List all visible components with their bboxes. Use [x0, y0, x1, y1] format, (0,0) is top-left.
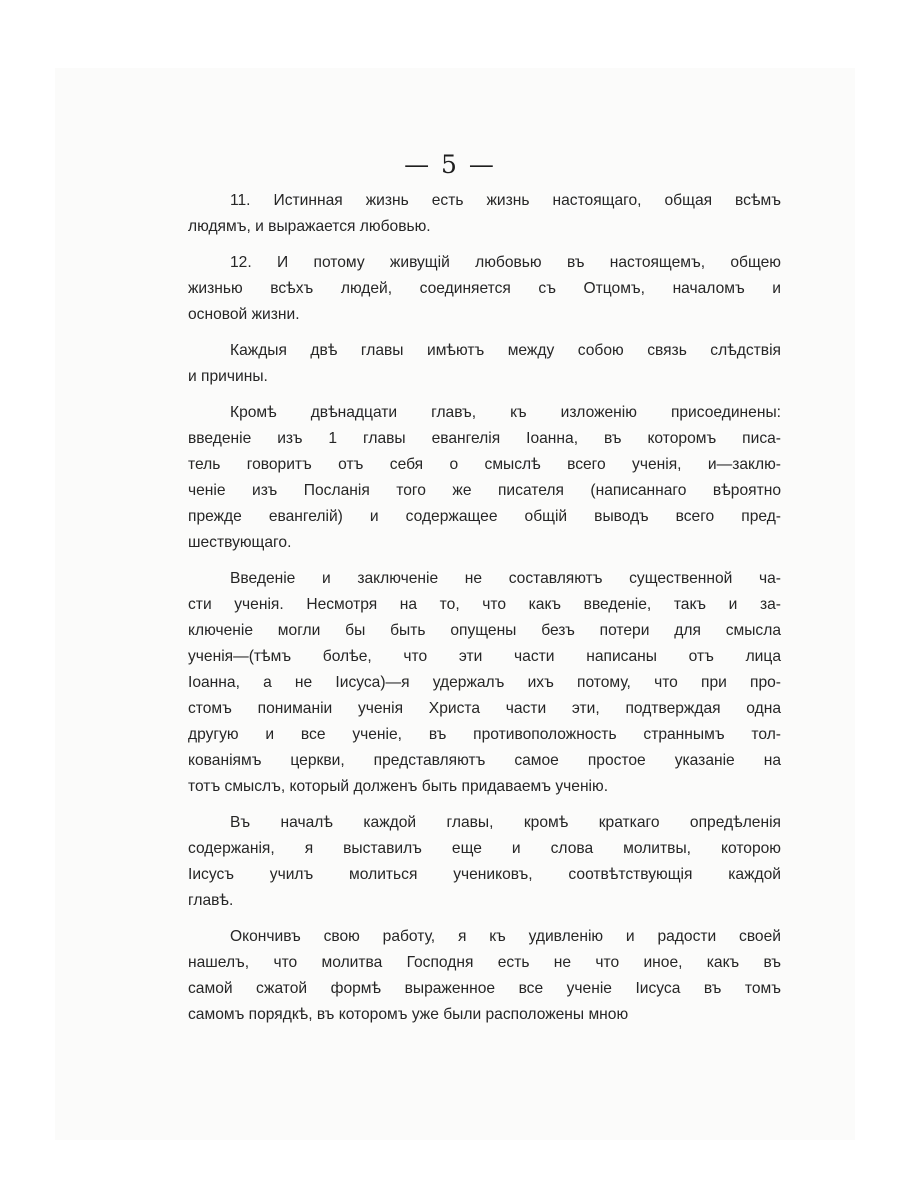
text-line: прежде евангелій) и содержащее общій выводъ всего пред- — [188, 508, 781, 525]
text-line: самомъ порядкѣ, въ которомъ уже были расположены мною — [188, 1006, 629, 1023]
text-line: ключеніе могли бы быть опущены безъ потери для смысла — [188, 622, 781, 639]
text-line: введеніе изъ 1 главы евангелія Іоанна, въ которомъ писа- — [188, 430, 781, 447]
text-line: другую и все ученіе, въ противоположность страннымъ тол- — [188, 726, 781, 743]
paragraph — [188, 338, 781, 390]
text-line: содержанія, я выставилъ еще и слова молитвы, которою — [188, 840, 781, 857]
text-line: Кромѣ двѣнадцати главъ, къ изложенію присоединены: — [230, 404, 781, 421]
paragraph — [188, 188, 781, 240]
page-body — [188, 188, 781, 1028]
text-line: тель говоритъ отъ себя о смыслѣ всего ученія, и—заклю- — [188, 456, 781, 473]
text-line: Каждыя двѣ главы имѣютъ между собою связь слѣдствія — [230, 342, 781, 359]
text-line: ученія—(тѣмъ болѣе, что эти части написаны отъ лица — [188, 648, 781, 665]
paragraph — [188, 250, 781, 328]
text-line: Въ началѣ каждой главы, кромѣ краткаго опредѣленія — [230, 814, 781, 831]
text-line: Окончивъ свою работу, я къ удивленію и радости своей — [230, 928, 781, 945]
paragraph — [188, 924, 781, 1028]
text-line: тотъ смыслъ, который долженъ быть придаваемъ ученію. — [188, 778, 609, 795]
text-line: главѣ. — [188, 892, 234, 909]
text-line: самой сжатой формѣ выраженное все ученіе Іисуса въ томъ — [188, 980, 781, 997]
paragraph — [188, 810, 781, 914]
text-line: сти ученія. Несмотря на то, что какъ введеніе, такъ и за- — [188, 596, 781, 613]
text-line: 12. И потому живущій любовью въ настоящемъ, общею — [230, 254, 781, 271]
text-line: нашелъ, что молитва Господня есть не что иное, какъ въ — [188, 954, 781, 971]
text-line: Іисусъ училъ молиться учениковъ, соотвѣтствующія каждой — [188, 866, 781, 883]
text-line: и причины. — [188, 368, 268, 385]
text-line: стомъ пониманіи ученія Христа части эти, подтверждая одна — [188, 700, 781, 717]
text-line: людямъ, и выражается любовью. — [188, 218, 431, 235]
text-line: 11. Истинная жизнь есть жизнь настоящаго, общая всѣмъ — [230, 192, 781, 209]
text-line: основой жизни. — [188, 306, 300, 323]
paragraph — [188, 400, 781, 556]
page-number: — 5 — — [404, 150, 496, 179]
text-line: шествующаго. — [188, 534, 292, 551]
text-line: жизнью всѣхъ людей, соединяется съ Отцомъ, началомъ и — [188, 280, 781, 297]
text-line: Іоанна, а не Іисуса)—я удержалъ ихъ потому, что при про- — [188, 674, 781, 691]
text-line: кованіямъ церкви, представляютъ самое простое указаніе на — [188, 752, 781, 769]
text-line: Введеніе и заключеніе не составляютъ существенной ча- — [230, 570, 781, 587]
text-line: ченіе изъ Посланія того же писателя (написаннаго вѣроятно — [188, 482, 781, 499]
paragraph — [188, 566, 781, 800]
